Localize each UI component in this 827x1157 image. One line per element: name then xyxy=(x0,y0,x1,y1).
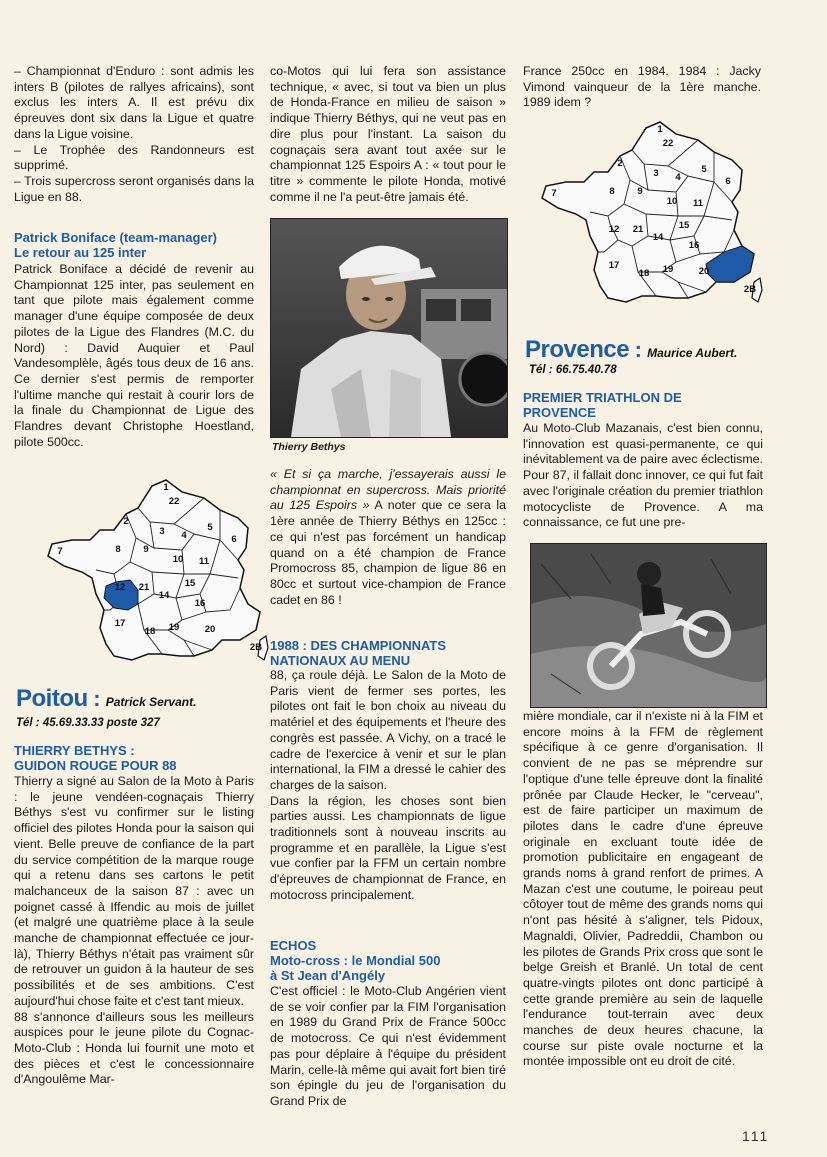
region-number-label: 4 xyxy=(675,172,681,183)
region-number-label: 14 xyxy=(158,590,170,601)
region-number-label: 20 xyxy=(698,266,710,277)
region-number-label: 17 xyxy=(608,260,620,271)
region-number-label: 20 xyxy=(204,624,216,635)
provence-map xyxy=(528,112,768,317)
region-person: Patrick Servant. xyxy=(105,695,197,709)
region-number-label: 5 xyxy=(701,164,707,175)
region-number-label: 16 xyxy=(688,240,700,251)
region-number-label: 14 xyxy=(652,232,664,243)
region-number-label: 8 xyxy=(609,186,615,197)
vimond-text: France 250cc en 1984. 1984 : Jacky Vimond vainqueur de la 1ère manche. 1989 idem ? xyxy=(523,64,761,110)
region-number-label: 10 xyxy=(172,554,184,565)
region-number-label: 7 xyxy=(551,188,557,199)
boniface-text: Patrick Boniface a décidé de revenir au Championnat 125 inter, pas seulement en tant que pilote mais également comme manager d'une équipe composée de deux pilotes de la Ligue des Flandres (M.C. du Nord) : David Auquier et Paul Vandesomplèle, âgés tous deux de 16 ans. Ce dernier s'est permis de remporter l'ultime manche qui restait à courir lors de la finale du Championnat de Ligue des Flandres devant Christophe Hoestland, pilote 500cc. xyxy=(14,262,254,449)
region-number-label: 9 xyxy=(143,544,149,555)
region-title-poitou: Poitou : Patrick Servant. xyxy=(16,685,197,712)
france-regions-map xyxy=(34,470,274,670)
region-number-label: 9 xyxy=(637,186,643,197)
region-person: Maurice Aubert. xyxy=(647,346,738,360)
bethys-heading: THIERRY BETHYS : GUIDON ROUGE POUR 88 xyxy=(14,743,177,773)
region-number-label: 19 xyxy=(168,622,180,633)
page-number: 111 xyxy=(742,1128,770,1144)
region-number-label: 12 xyxy=(114,582,126,593)
region-number-label: 1 xyxy=(657,124,663,135)
marco-text: co-Motos qui lui fera son assistance technique, « avec, si tout va bien un plus de Honda-France en milieu de saison » indique Thierry Béthys, qui ne veut pas en dire plus pour l'instant. La saison du cognaçais sera avant tout axée sur le championnat 125 Espoirs A : « tout pour le titre » commente le pilote Honda, motivé comme il ne l'a peut-être jamais été. xyxy=(270,64,506,204)
region-number-label: 11 xyxy=(198,556,210,567)
region-tel-provence: Tél : 66.75.40.78 xyxy=(529,364,617,376)
photo-motocross-jump xyxy=(531,544,766,707)
photo-rider-portrait xyxy=(271,219,507,437)
region-number-label: 2B xyxy=(249,642,263,653)
region-tel-poitou: Tél : 45.69.33.33 poste 327 xyxy=(16,717,160,729)
region-number-label: 3 xyxy=(159,526,165,537)
bethys-text: Thierry a signé au Salon de la Moto à Paris : le jeune vendéen-cognaçais Thierry Béthys s'est vu confirmer sur le listing officiel des pilotes Honda pour la saison qui vient. Belle preuve de confiance de la part du service compétition de la marque rouge qui a retenu dans ses cartons le petit malchanceux de la saison 87 : avec un poignet cassé à Iffendic au mois de juillet (et malgré une quatrième place à la seule manche de championnat effectuée ce jour-là), Thierry Béthys n'était pas vraiment sûr de retrouver un guidon à la hauteur de ses possibilités et de ses ambitions. C'est aujourd'hui chose faite et c'est tant mieux. 88 s'annonce d'ailleurs sous les meilleurs auspices pour le jeune pilote du Cognac-Moto-Club : Honda lui fournit une moto et des pièces et c'est le concessionnaire d'Angoulême Mar- xyxy=(14,774,254,1087)
region-name: Poitou xyxy=(16,685,88,712)
region-number-label: 18 xyxy=(144,626,156,637)
region-number-label: 3 xyxy=(653,168,659,179)
bethys-quote: « Et si ça marche, j'essayerais aussi le championnat en supercross. Mais priorité au 125 Espoirs » xyxy=(270,467,506,513)
region-number-label: 21 xyxy=(632,224,644,235)
championnats-text: 88, ça roule déjà. Le Salon de la Moto de Paris vient de fermer ses portes, les pilotes ont fait le bon choix au niveau du matériel et des équipements et l'heure des congrès est passée. A Vichy, on a tracé le cadre de l'exercice à venir et sur le plan international, la FIM a dressé le cahier des charges de la saison. Dans la région, les choses sont bien parties aussi. Les championnats de ligue traditionnels sont à nouveau inscrits au programme et en parallèle, la Ligue s'est vue confier par la FFM un certain nombre d'épreuves de championnat de France, en motocross principalement. xyxy=(270,668,506,902)
region-number-label: 11 xyxy=(692,198,704,209)
bethys-quote-followup: A noter que ce sera la 1ère année de Thierry Béthys en 125cc : ce qui n'est pas forcément un handicap quand on a été champion de France Promocross 85, champion de ligue 86 en 80cc et surtout vice-champion de France cadet en 86 ! xyxy=(270,498,506,607)
region-number-label: 21 xyxy=(138,582,150,593)
region-number-label: 2B xyxy=(743,284,757,295)
triathlon-text-2: mière mondiale, car il n'existe ni à la FIM et encore moins à la FFM de règlement spécifique à ce genre d'organisation. Il convient de ne pas se méprendre sur l'optique d'une telle épreuve dont la finalité prônée par Claude Hecker, le "cerveau", est de faire participer un maximum de pilotes dans le cadre d'une épreuve originale en excluant toute idée de promotion publicitaire en engageant de grands noms à grand renfort de primes. A Mazan c'est une coutume, le poireau peut côtoyer tout de même des grands noms qui n'ont pas hésité à s'aligner, tels Pidoux, Magnaldi, Olivier, Padreddii, Chambon ou les pilotes de Grands Prix cross que sont le belge Greish et Branlé. Un total de cent quatre-vingts pilotes ont donc participé à cette grande première au sein de laquelle l'endurance tout-terrain avec deux manches de deux heures chacune, la course sur piste ovale nocturne et la montée impossible ont eu droit de cité. xyxy=(523,709,763,1069)
region-number-label: 15 xyxy=(678,220,690,231)
echos-heading: Moto-cross : le Mondial 500 à St Jean d'Angély xyxy=(270,953,441,983)
region-number-label: 17 xyxy=(114,618,126,629)
region-number-label: 7 xyxy=(57,546,63,557)
region-number-label: 5 xyxy=(207,522,213,533)
region-number-label: 4 xyxy=(181,530,187,541)
boniface-heading: Patrick Boniface (team-manager) Le retour au 125 inter xyxy=(14,230,218,260)
enduro-text: – Championnat d'Enduro : sont admis les inters B (pilotes de rallyes africains), sont exclus les inters A. Il est prévu dix épreuves dont six dans la Ligue et quatre dans la Ligue voisine. – Le Trophée des Randonneurs est supprimé. – Trois supercross seront organisés dans la Ligue en 88. xyxy=(14,64,254,204)
poitou-map xyxy=(34,470,274,675)
region-number-label: 2 xyxy=(617,158,623,169)
region-number-label: 8 xyxy=(115,544,121,555)
region-number-label: 10 xyxy=(666,196,678,207)
region-title-provence: Provence : Maurice Aubert. xyxy=(525,336,738,363)
region-number-label: 19 xyxy=(662,264,674,275)
thierry-bethys-photo xyxy=(270,218,508,438)
france-regions-map xyxy=(528,112,768,312)
bethys-quote-paragraph xyxy=(270,467,506,608)
echos-text: C'est officiel : le Moto-Club Angérien vient de se voir confier par la FIM l'organisation en 1989 du Grand Prix de France 500cc de motocross. Ce qui n'est évidemment pas pour déplaire à l'équipe du président Marin, celle-là même qui avait fort bien tiré son épingle du jeu de l'organisation du Grand Prix de xyxy=(270,984,506,1108)
region-number-label: 16 xyxy=(194,598,206,609)
region-number-label: 6 xyxy=(231,534,237,545)
region-number-label: 15 xyxy=(184,578,196,589)
region-number-label: 2 xyxy=(123,516,129,527)
region-number-label: 6 xyxy=(725,176,731,187)
region-number-label: 22 xyxy=(662,138,674,149)
region-name: Provence xyxy=(525,336,630,363)
region-number-label: 1 xyxy=(163,482,169,493)
photo-caption: Thierry Bethys xyxy=(272,441,346,453)
triathlon-photo xyxy=(530,543,767,708)
triathlon-heading: PREMIER TRIATHLON DE PROVENCE xyxy=(523,390,682,420)
region-number-label: 18 xyxy=(638,268,650,279)
region-number-label: 12 xyxy=(608,224,620,235)
region-number-label: 22 xyxy=(168,496,180,507)
triathlon-text-1: Au Moto-Club Mazanais, c'est bien connu, l'innovation est quasi-permanente, ce qui inévitablement va de paire avec éclectisme. Pour 87, il fallait donc innover, ce qui fut fait avec l'originale création du premier triathlon motocycliste de Provence. A ma connaissance, ce fut une pre- xyxy=(523,421,763,530)
echos-label: ECHOS xyxy=(270,938,317,953)
championnats-heading: 1988 : DES CHAMPIONNATS NATIONAUX AU MENU xyxy=(270,638,447,668)
